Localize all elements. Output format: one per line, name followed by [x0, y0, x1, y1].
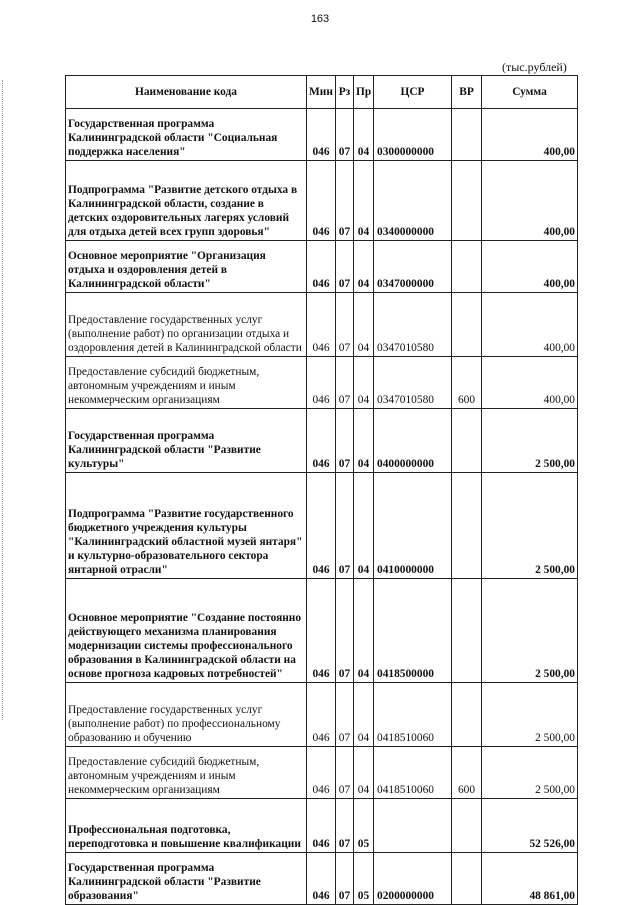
row-sum: 48 861,00 [482, 853, 578, 905]
row-pr: 04 [354, 409, 374, 473]
row-pr: 04 [354, 357, 374, 409]
budget-table [65, 75, 578, 905]
table-row [66, 241, 578, 293]
row-vr [452, 109, 482, 161]
row-rz: 07 [336, 241, 354, 293]
row-pr: 04 [354, 293, 374, 357]
col-header-vr: ВР [452, 76, 482, 109]
row-vr [452, 683, 482, 747]
row-csr: 0300000000 [374, 109, 452, 161]
row-vr: 600 [452, 747, 482, 799]
row-min: 046 [307, 109, 336, 161]
table-row [66, 853, 578, 905]
row-rz: 07 [336, 293, 354, 357]
row-name: Предоставление субсидий бюджетным, автономным учреждениям и иным некоммерческим организациям [66, 357, 307, 409]
row-name: Предоставление государственных услуг (выполнение работ) по организации отдыха и оздоровления детей в Калининградской области [66, 293, 307, 357]
table-row [66, 409, 578, 473]
row-rz: 07 [336, 473, 354, 579]
table-row [66, 799, 578, 853]
row-name: Подпрограмма "Развитие детского отдыха в Калининградской области, создание в детских оздоровительных лагерях условий для отдыха детей всех групп здоровья" [66, 161, 307, 241]
row-rz: 07 [336, 799, 354, 853]
row-vr [452, 799, 482, 853]
row-sum: 2 500,00 [482, 473, 578, 579]
row-pr: 04 [354, 109, 374, 161]
row-pr: 04 [354, 747, 374, 799]
row-min: 046 [307, 241, 336, 293]
row-name: Государственная программа Калининградской области "Развитие образования" [66, 853, 307, 905]
row-name: Основное мероприятие "Создание постоянно действующего механизма планирования модернизации системы профессионального образования в Калининградской области на основе прогноза кадровых потребностей" [66, 579, 307, 683]
row-min: 046 [307, 799, 336, 853]
row-csr: 0347010580 [374, 293, 452, 357]
row-name: Предоставление государственных услуг (выполнение работ) по профессиональному образованию и обучению [66, 683, 307, 747]
table-row [66, 747, 578, 799]
table-row [66, 357, 578, 409]
row-pr: 04 [354, 241, 374, 293]
row-min: 046 [307, 161, 336, 241]
row-vr: 600 [452, 357, 482, 409]
row-rz: 07 [336, 161, 354, 241]
row-csr: 0200000000 [374, 853, 452, 905]
row-pr: 04 [354, 473, 374, 579]
row-vr [452, 241, 482, 293]
col-header-min: Мин [307, 76, 336, 109]
row-min: 046 [307, 293, 336, 357]
col-header-name: Наименование кода [66, 76, 307, 109]
row-rz: 07 [336, 853, 354, 905]
col-header-sum: Сумма [482, 76, 578, 109]
row-sum: 400,00 [482, 357, 578, 409]
row-min: 046 [307, 409, 336, 473]
row-name: Основное мероприятие "Организация отдыха и оздоровления детей в Калининградской области" [66, 241, 307, 293]
row-sum: 400,00 [482, 109, 578, 161]
table-row [66, 579, 578, 683]
row-sum: 2 500,00 [482, 747, 578, 799]
row-rz: 07 [336, 579, 354, 683]
table-row [66, 109, 578, 161]
row-sum: 2 500,00 [482, 683, 578, 747]
page-number: 163 [310, 13, 330, 25]
row-pr: 05 [354, 853, 374, 905]
row-pr: 04 [354, 579, 374, 683]
row-vr [452, 293, 482, 357]
table-row [66, 683, 578, 747]
row-min: 046 [307, 683, 336, 747]
row-min: 046 [307, 357, 336, 409]
col-header-pr: Пр [354, 76, 374, 109]
row-csr: 0347010580 [374, 357, 452, 409]
row-rz: 07 [336, 747, 354, 799]
row-csr [374, 799, 452, 853]
row-sum: 400,00 [482, 161, 578, 241]
row-sum: 52 526,00 [482, 799, 578, 853]
row-pr: 04 [354, 683, 374, 747]
row-min: 046 [307, 747, 336, 799]
row-min: 046 [307, 853, 336, 905]
row-vr [452, 853, 482, 905]
row-vr [452, 579, 482, 683]
table-row [66, 293, 578, 357]
row-vr [452, 161, 482, 241]
row-pr: 04 [354, 161, 374, 241]
row-name: Профессиональная подготовка, переподготовка и повышение квалификации [66, 799, 307, 853]
row-csr: 0347000000 [374, 241, 452, 293]
col-header-rz: Рз [336, 76, 354, 109]
row-min: 046 [307, 579, 336, 683]
row-min: 046 [307, 473, 336, 579]
row-name: Подпрограмма "Развитие государственного бюджетного учреждения культуры "Калининградский областной музей янтаря" и культурно-образовательного сектора янтарной отрасли" [66, 473, 307, 579]
table-header-row [66, 76, 578, 109]
row-pr: 05 [354, 799, 374, 853]
row-sum: 400,00 [482, 293, 578, 357]
row-vr [452, 473, 482, 579]
row-csr: 0400000000 [374, 409, 452, 473]
row-sum: 400,00 [482, 241, 578, 293]
col-header-csr: ЦСР [374, 76, 452, 109]
row-vr [452, 409, 482, 473]
row-csr: 0410000000 [374, 473, 452, 579]
row-rz: 07 [336, 109, 354, 161]
row-sum: 2 500,00 [482, 579, 578, 683]
units-label: (тыс.рублей) [502, 60, 567, 74]
row-sum: 2 500,00 [482, 409, 578, 473]
row-rz: 07 [336, 409, 354, 473]
row-csr: 0418510060 [374, 747, 452, 799]
row-csr: 0418500000 [374, 579, 452, 683]
row-name: Государственная программа Калининградской области "Социальная поддержка населения" [66, 109, 307, 161]
row-name: Предоставление субсидий бюджетным, автономным учреждениям и иным некоммерческим организациям [66, 747, 307, 799]
row-name: Государственная программа Калининградской области "Развитие культуры" [66, 409, 307, 473]
row-csr: 0340000000 [374, 161, 452, 241]
row-csr: 0418510060 [374, 683, 452, 747]
table-row [66, 161, 578, 241]
table-row [66, 473, 578, 579]
scan-edge-marks [2, 80, 6, 720]
row-rz: 07 [336, 357, 354, 409]
row-rz: 07 [336, 683, 354, 747]
